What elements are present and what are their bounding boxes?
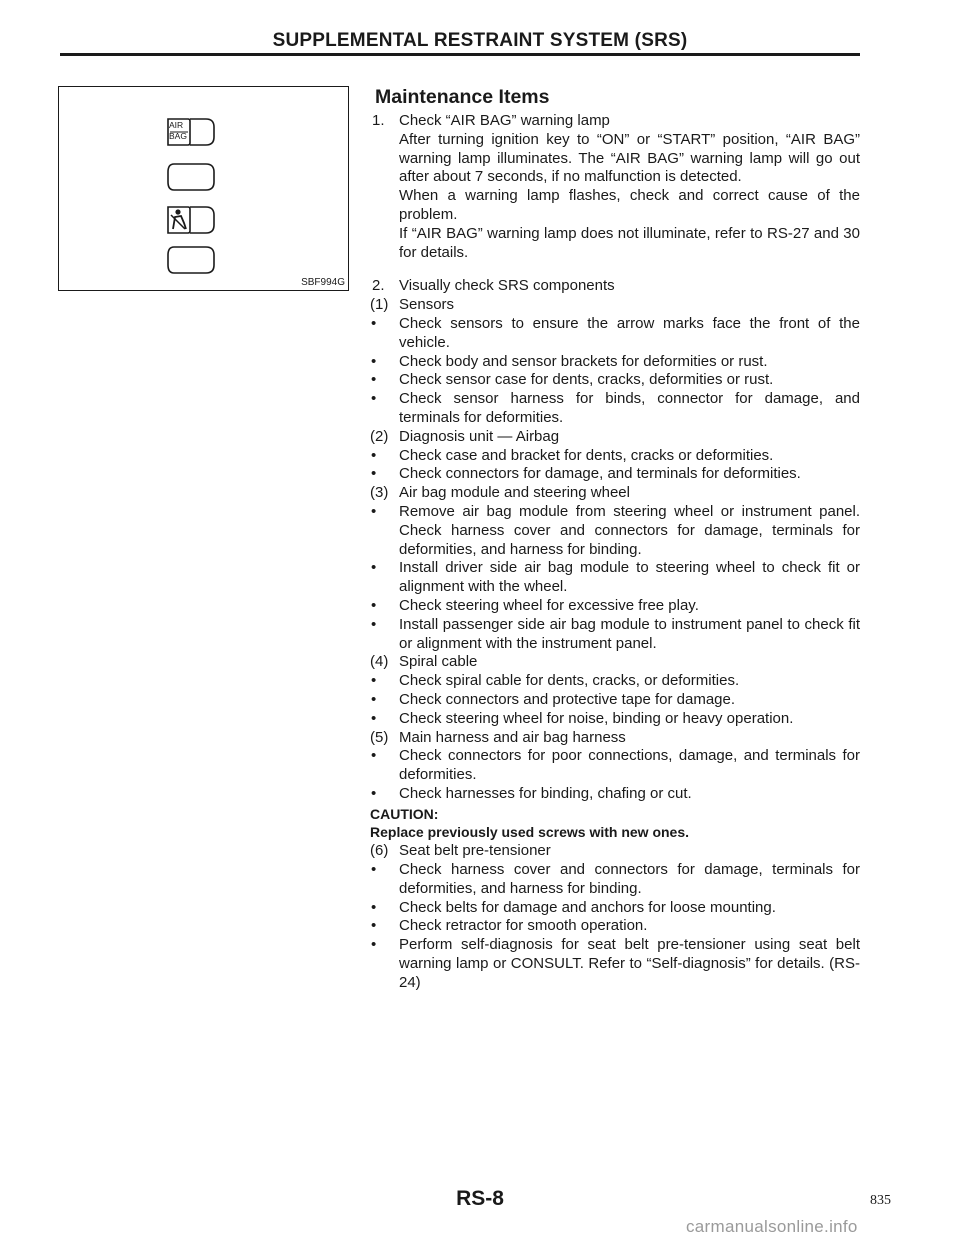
- bullet-text: Perform self-diagnosis for seat belt pre-tensioner using seat belt warning lamp or CONSULT. Refer to “Self-diagnosis” for details. (RS-24): [399, 936, 860, 991]
- bullet-item: [370, 353, 860, 372]
- watermark: carmanualsonline.info: [686, 1217, 858, 1236]
- header-rule: [60, 53, 860, 56]
- section-title: Maintenance Items: [375, 86, 550, 108]
- item-1-heading: Check “AIR BAG” warning lamp: [399, 112, 610, 129]
- bullet-icon: •: [371, 465, 377, 483]
- seat-belt-lamp-icon: [166, 205, 216, 235]
- bullet-text: Check connectors for poor connections, damage, and terminals for deformities.: [399, 747, 860, 784]
- bullet-text: Remove air bag module from steering wheel or instrument panel. Check harness cover and connectors for damage, terminals for deformities, and harness for binding.: [399, 502, 860, 558]
- bullet-item: [370, 899, 860, 918]
- subsection-marker: (6): [370, 842, 389, 860]
- bullet-text: Check connectors for damage, and terminals for deformities.: [399, 465, 801, 483]
- bullet-item: [370, 559, 860, 597]
- bullet-text: Install passenger side air bag module to instrument panel to check fit or alignment with the instrument panel.: [399, 615, 860, 652]
- bullet-item: [370, 861, 860, 899]
- blank-lamp-icon: [166, 162, 216, 192]
- bullet-text: Check sensor harness for binds, connector for damage, and terminals for deformities.: [399, 390, 860, 426]
- page-header-title: SUPPLEMENTAL RESTRAINT SYSTEM (SRS): [272, 30, 688, 51]
- bullet-item: [370, 465, 860, 484]
- bullet-item: [370, 747, 860, 785]
- bullet-icon: •: [371, 559, 377, 577]
- bullet-icon: •: [371, 861, 377, 879]
- bullet-item: [370, 503, 860, 559]
- bullet-icon: •: [371, 747, 377, 765]
- subsection-marker: (1): [370, 296, 389, 314]
- bullet-icon: •: [371, 615, 377, 633]
- item-1: [370, 112, 860, 262]
- item-2: [370, 277, 860, 296]
- bullet-text: Check body and sensor brackets for deformities or rust.: [399, 352, 768, 370]
- subsection-heading: [370, 296, 860, 315]
- air-bag-lamp-text-top: AIR: [169, 120, 184, 130]
- subsection-title: Spiral cable: [399, 653, 478, 671]
- bullet-icon: •: [371, 709, 377, 727]
- bullet-icon: •: [371, 446, 377, 464]
- bullet-item: [370, 672, 860, 691]
- bullet-item: [370, 371, 860, 390]
- subsection-title: Main harness and air bag harness: [399, 728, 626, 746]
- subsection-title: Sensors: [399, 296, 455, 314]
- bullet-text: Check belts for damage and anchors for loose mounting.: [399, 898, 776, 916]
- bullet-text: Check steering wheel for excessive free play.: [399, 596, 699, 614]
- bullet-text: Check connectors and protective tape for damage.: [399, 690, 736, 708]
- bullet-text: Check harnesses for binding, chafing or cut.: [399, 784, 692, 802]
- bullet-item: [370, 936, 860, 992]
- bullet-text: Check sensor case for dents, cracks, deformities or rust.: [399, 371, 774, 389]
- page-number: RS-8: [456, 1187, 504, 1210]
- subsection-title: Air bag module and steering wheel: [399, 484, 630, 502]
- item-2-heading: Visually check SRS components: [399, 277, 615, 295]
- subsection-heading: [370, 653, 860, 672]
- blank-lamp-icon: [166, 245, 216, 275]
- page-total-number: 835: [870, 1193, 891, 1208]
- bullet-icon: •: [371, 784, 377, 802]
- bullet-item: [370, 390, 860, 428]
- air-bag-lamp-text-bottom: BAG: [169, 131, 187, 141]
- bullet-icon: •: [371, 672, 377, 690]
- bullet-text: Check spiral cable for dents, cracks, or deformities.: [399, 672, 740, 690]
- bullet-item: [370, 785, 860, 804]
- subsection-marker: (4): [370, 653, 389, 671]
- subsection-title: Diagnosis unit — Airbag: [399, 427, 560, 445]
- bullet-icon: •: [371, 917, 377, 935]
- bullet-item: [370, 447, 860, 466]
- caution-heading: CAUTION:: [370, 805, 439, 822]
- figure-id: SBF994G: [301, 277, 345, 288]
- subsection-marker: (3): [370, 484, 389, 502]
- bullet-text: Check harness cover and connectors for damage, terminals for deformities, and harness for binding.: [399, 861, 860, 897]
- item-1-line: After turning ignition key to “ON” or “START” position, “AIR BAG” warning lamp illuminates. The “AIR BAG” warning lamp will go out after about 7 seconds, if no malfunction is detected.: [399, 130, 860, 186]
- bullet-item: [370, 315, 860, 353]
- bullet-item: [370, 616, 860, 654]
- subsection-title: Seat belt pre-tensioner: [399, 842, 551, 860]
- bullet-icon: •: [371, 314, 377, 332]
- bullet-text: Install driver side air bag module to steering wheel to check fit or alignment with the wheel.: [399, 559, 860, 596]
- bullet-text: Check steering wheel for noise, binding or heavy operation.: [399, 709, 794, 727]
- bullet-icon: •: [371, 898, 377, 916]
- content: [370, 112, 860, 993]
- subsection-heading: [370, 842, 860, 861]
- subsection-heading: [370, 428, 860, 447]
- bullet-item: [370, 710, 860, 729]
- subsection-marker: (2): [370, 427, 389, 445]
- item-1-marker: 1.: [372, 112, 385, 129]
- bullet-icon: •: [371, 371, 377, 389]
- air-bag-lamp-icon: [166, 117, 216, 147]
- item-1-line: When a warning lamp flashes, check and correct cause of the problem.: [399, 187, 860, 223]
- item-2-marker: 2.: [372, 277, 385, 295]
- bullet-text: Check retractor for smooth operation.: [399, 917, 648, 935]
- bullet-item: [370, 597, 860, 616]
- subsection-heading: [370, 484, 860, 503]
- bullet-icon: •: [371, 352, 377, 370]
- bullet-icon: •: [371, 936, 377, 954]
- subsection-heading: [370, 729, 860, 748]
- caution-text: Replace previously used screws with new ones.: [370, 824, 690, 841]
- subsection-marker: (5): [370, 728, 389, 746]
- bullet-icon: •: [371, 690, 377, 708]
- bullet-icon: •: [371, 390, 377, 408]
- item-1-line: If “AIR BAG” warning lamp does not illuminate, refer to RS-27 and 30 for details.: [399, 224, 860, 261]
- bullet-text: Check sensors to ensure the arrow marks face the front of the vehicle.: [399, 314, 860, 351]
- bullet-text: Check case and bracket for dents, cracks or deformities.: [399, 446, 774, 464]
- bullet-item: [370, 691, 860, 710]
- bullet-icon: •: [371, 596, 377, 614]
- bullet-item: [370, 917, 860, 936]
- figure-box: [58, 86, 349, 291]
- bullet-icon: •: [371, 502, 377, 520]
